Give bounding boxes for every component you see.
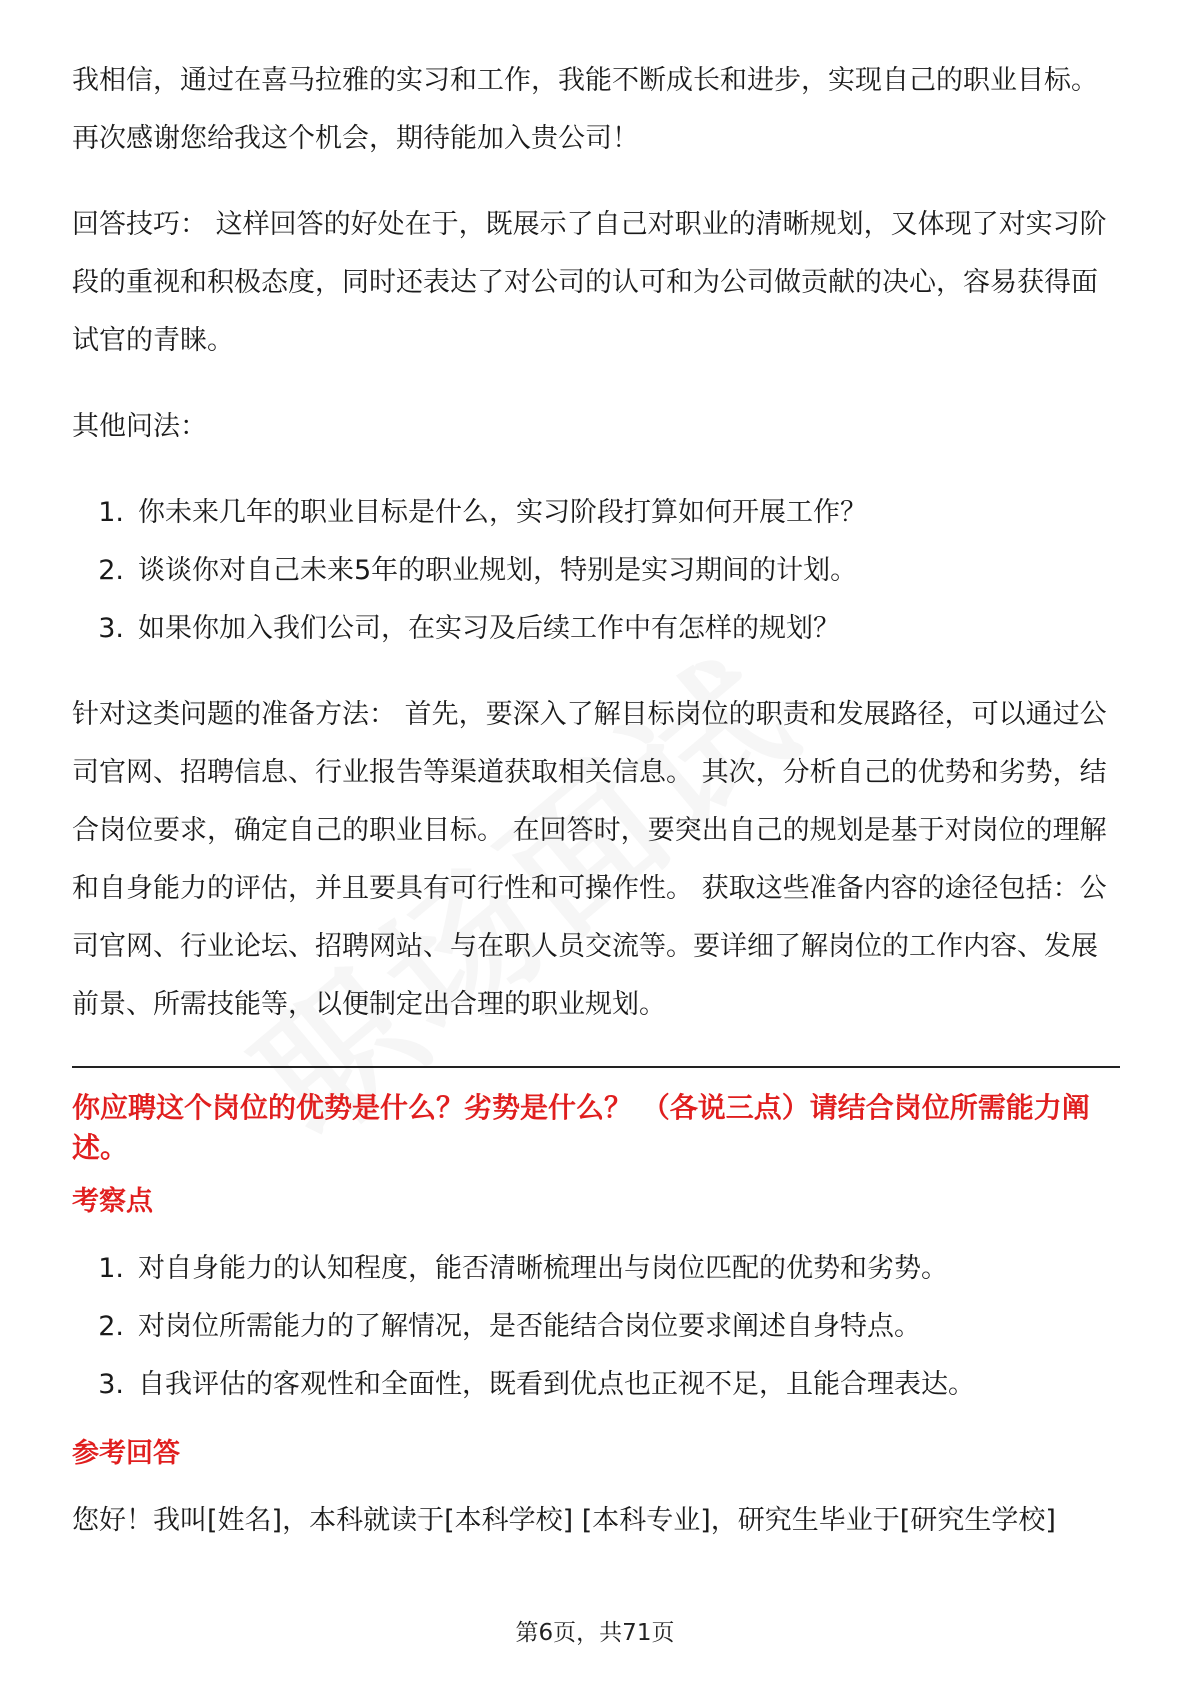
closing-paragraph: 我相信，通过在喜马拉雅的实习和工作，我能不断成长和进步，实现自己的职业目标。再次感谢您给我这个机会，期待能加入贵公司！ bbox=[72, 65, 1098, 154]
page-content bbox=[72, 52, 1120, 1550]
other-questions-list bbox=[72, 484, 1120, 658]
other-questions-label: 其他问法： bbox=[72, 411, 207, 442]
preparation-paragraph: 针对这类问题的准备方法： 首先，要深入了解目标岗位的职责和发展路径，可以通过公司官网、招聘信息、行业报告等渠道获取相关信息。 其次，分析自己的优势和劣势，结合岗位要求，确定自己的职业目标。 在回答时，要突出自己的规划是基于对岗位的理解和自身能力的评估，并且要具有可行性和可操作性。 获取这些准备内容的途径包括：公司官网、行业论坛、招聘网站、与在职人员交流等。要详细了解岗位的工作内容、发展前景、所需技能等，以便制定出合理的职业规划。 bbox=[72, 699, 1107, 1020]
tips-paragraph: 回答技巧： 这样回答的好处在于，既展示了自己对职业的清晰规划，又体现了对实习阶段的重视和积极态度，同时还表达了对公司的认可和为公司做贡献的决心，容易获得面试官的青睐。 bbox=[72, 209, 1107, 356]
exam-points-heading: 考察点 bbox=[72, 1186, 153, 1217]
reference-answer-heading: 参考回答 bbox=[72, 1438, 180, 1469]
page-number: 第6页，共71页 bbox=[515, 1620, 675, 1646]
question-title: 你应聘这个岗位的优势是什么？劣势是什么？ （各说三点）请结合岗位所需能力阐述。 bbox=[72, 1091, 1090, 1164]
exam-points-list bbox=[72, 1240, 1120, 1414]
list-item: 2. 谈谈你对自己未来5年的职业规划，特别是实习期间的计划。 bbox=[98, 555, 858, 586]
reference-answer-text: 您好！我叫[姓名]，本科就读于[本科学校] [本科专业]，研究生毕业于[研究生学校] bbox=[72, 1505, 1056, 1536]
list-item: 1. 你未来几年的职业目标是什么，实习阶段打算如何开展工作？ bbox=[98, 497, 867, 528]
list-item: 1. 对自身能力的认知程度，能否清晰梳理出与岗位匹配的优势和劣势。 bbox=[98, 1253, 948, 1284]
list-item: 3. 自我评估的客观性和全面性，既看到优点也正视不足，且能合理表达。 bbox=[98, 1369, 975, 1400]
list-item: 3. 如果你加入我们公司，在实习及后续工作中有怎样的规划？ bbox=[98, 613, 840, 644]
list-item: 2. 对岗位所需能力的了解情况，是否能结合岗位要求阐述自身特点。 bbox=[98, 1311, 921, 1342]
